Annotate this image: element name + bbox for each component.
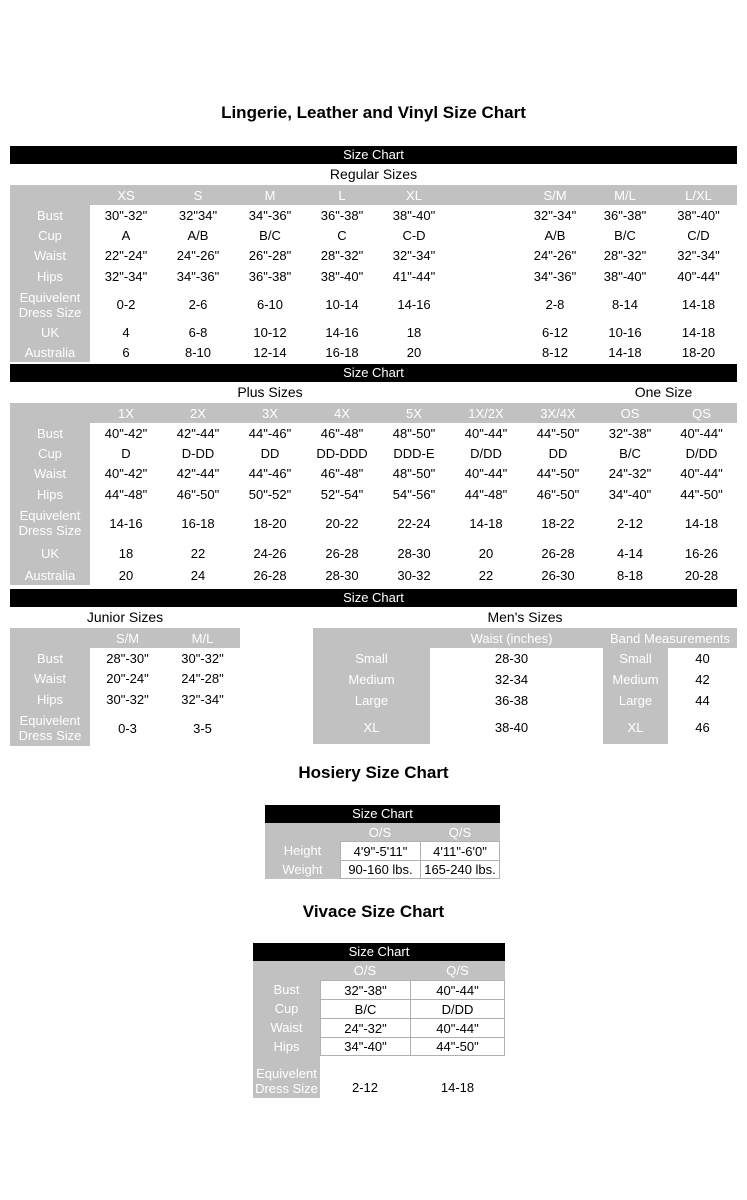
vivace-row-hips xyxy=(253,1037,505,1056)
cell: 38"-40" xyxy=(677,207,720,223)
cell: 90-160 lbs. xyxy=(340,860,420,879)
cell: 22 xyxy=(190,545,206,561)
row-label-waist: Waist xyxy=(253,1018,320,1037)
cell: 0-2 xyxy=(116,297,136,312)
junior-row-waist xyxy=(10,668,240,689)
cell: 20-28 xyxy=(684,567,719,583)
cell: D/DD xyxy=(685,445,718,461)
cell: 18 xyxy=(118,545,134,561)
row-label-dress-size: Equivelent Dress Size xyxy=(253,1056,320,1098)
cell: 42 xyxy=(695,672,710,687)
row-label-bust: Bust xyxy=(10,423,90,443)
cell: 30-32 xyxy=(397,567,431,583)
column-header: M/L xyxy=(614,187,636,203)
size-chart-bar-regular: Size Chart xyxy=(10,146,737,164)
cell: 24"-26" xyxy=(533,248,577,263)
cell: 36-38 xyxy=(494,693,529,708)
mens-tables xyxy=(313,628,737,744)
junior-table xyxy=(10,628,240,746)
vivace-row-waist xyxy=(253,1018,505,1037)
cell: 24"-32" xyxy=(608,466,652,481)
cell: 32"-38" xyxy=(320,980,410,999)
cell: 30"-32" xyxy=(106,692,149,707)
cell: 28-30 xyxy=(494,651,529,666)
cell: 34"-36" xyxy=(176,269,220,284)
mens-row-large xyxy=(313,690,737,711)
hosiery-header-row xyxy=(265,823,500,841)
row-label-hips: Hips xyxy=(253,1037,320,1056)
mens-row-medium xyxy=(313,669,737,690)
cell: 30"-32" xyxy=(104,207,148,223)
header-spacer xyxy=(265,823,340,841)
cell: 14-16 xyxy=(109,515,143,531)
plus-row-hips xyxy=(10,484,737,505)
cell: 22"-24" xyxy=(104,248,148,263)
size-chart-bar-junior-mens: Size Chart xyxy=(10,589,737,607)
cell: 32"-34" xyxy=(533,207,577,223)
cell: 26"-28" xyxy=(248,248,292,263)
cell: 6-10 xyxy=(256,297,284,312)
cell: 20 xyxy=(118,567,134,583)
cell: 4'9"-5'11" xyxy=(340,841,420,860)
row-label-cup: Cup xyxy=(253,999,320,1018)
cell: 32"34" xyxy=(178,207,218,223)
cell: 52"-54" xyxy=(320,487,364,502)
cell: 26-28 xyxy=(325,545,359,561)
section-label-mens: Men's Sizes xyxy=(487,609,563,625)
plus-header-row xyxy=(10,403,737,423)
column-header: L xyxy=(338,187,346,203)
cell: 2-8 xyxy=(545,297,565,312)
cell: 26-28 xyxy=(253,567,287,583)
header-spacer xyxy=(593,628,603,648)
column-header: 1X/2X xyxy=(468,405,504,421)
cell: 16-26 xyxy=(684,545,719,561)
cell: A/B xyxy=(187,227,209,243)
cell: 4 xyxy=(122,324,130,340)
cell: 46"-50" xyxy=(176,487,220,502)
cell: 4-14 xyxy=(616,545,644,561)
cell: 3-5 xyxy=(193,720,212,736)
column-header: S/M xyxy=(543,187,567,203)
regular-header-row xyxy=(10,185,737,205)
plus-row-waist xyxy=(10,463,737,484)
cell: 0-3 xyxy=(118,720,137,736)
cell: 40"-44" xyxy=(464,425,508,441)
cell: A xyxy=(121,227,131,243)
cell: 44"-46" xyxy=(248,466,292,481)
hosiery-row-weight xyxy=(265,860,500,879)
section-label-one-size: One Size xyxy=(634,384,693,400)
row-label-hips: Hips xyxy=(10,484,90,505)
cell: 44 xyxy=(695,693,710,708)
cell: 32-34 xyxy=(494,672,529,687)
cell: 41"-44" xyxy=(392,269,436,284)
cell: A/B xyxy=(544,227,566,243)
junior-row-dress-size xyxy=(10,710,240,746)
cell: 2-12 xyxy=(351,1080,379,1095)
cell: 34"-36" xyxy=(248,207,292,223)
size-chart-bar-hosiery: Size Chart xyxy=(265,805,500,823)
cell: DDD-E xyxy=(393,445,435,461)
row-label-australia: Australia xyxy=(10,342,90,362)
mens-header-row xyxy=(313,628,737,648)
plus-row-cup xyxy=(10,443,737,463)
row-label-xl: XL xyxy=(603,711,668,744)
row-label-small: Small xyxy=(603,648,668,669)
cell: DD xyxy=(548,445,568,461)
row-label-weight: Weight xyxy=(265,860,340,879)
cell: 32"-34" xyxy=(181,692,224,707)
cell: 34"-40" xyxy=(608,487,652,502)
cell: 42"-44" xyxy=(176,466,220,481)
cell: B/C xyxy=(259,227,281,243)
cell: 24-26 xyxy=(253,545,287,561)
section-label-junior: Junior Sizes xyxy=(86,609,164,625)
cell: 20 xyxy=(406,344,422,360)
cell: B/C xyxy=(614,227,636,243)
cell: 20-22 xyxy=(325,515,359,531)
column-header: XS xyxy=(117,187,135,203)
column-header: OS xyxy=(620,405,640,421)
row-label-hips: Hips xyxy=(10,266,90,287)
row-label-small: Small xyxy=(313,648,430,669)
mens-row-small xyxy=(313,648,737,669)
label-spacer xyxy=(10,382,90,403)
cell: 38-40 xyxy=(494,720,529,735)
size-chart-page xyxy=(10,0,737,1098)
cell: 24"-32" xyxy=(320,1018,410,1037)
hosiery-table xyxy=(265,805,500,879)
row-label-uk: UK xyxy=(10,541,90,565)
row-label-large: Large xyxy=(603,690,668,711)
cell: 32"-34" xyxy=(104,269,148,284)
table-gap xyxy=(593,711,603,744)
cell: 14-16 xyxy=(325,324,359,340)
row-label-uk: UK xyxy=(10,322,90,342)
column-header: 3X/4X xyxy=(540,405,576,421)
cell: 10-14 xyxy=(325,297,359,312)
cell: D/DD xyxy=(470,445,502,461)
mens-row-xl xyxy=(313,711,737,744)
cell: 34"-40" xyxy=(320,1037,410,1056)
cell: C-D xyxy=(402,227,426,243)
row-label-medium: Medium xyxy=(313,669,430,690)
row-label-hips: Hips xyxy=(10,689,90,710)
cell: 26-30 xyxy=(541,567,575,583)
junior-header-row xyxy=(10,628,240,648)
cell: 14-16 xyxy=(397,297,431,312)
plus-row-australia xyxy=(10,565,737,585)
column-header: S/M xyxy=(115,630,140,646)
column-header: QS xyxy=(692,405,711,421)
cell: 14-18 xyxy=(684,515,719,531)
cell: 30"-32" xyxy=(181,650,224,666)
cell: 26-28 xyxy=(541,545,575,561)
row-label-waist: Waist xyxy=(10,245,90,266)
cell: 8-10 xyxy=(184,344,212,360)
cell: 4'11"-6'0" xyxy=(420,841,500,860)
cell: 14-18 xyxy=(440,1080,475,1095)
header-spacer xyxy=(253,961,320,980)
cell: 32"-34" xyxy=(677,248,720,263)
hosiery-row-height xyxy=(265,841,500,860)
cell: 18-20 xyxy=(681,344,716,360)
cell: 28-30 xyxy=(397,545,431,561)
column-header: 3X xyxy=(262,405,278,421)
cell: 44"-46" xyxy=(248,425,292,441)
cell: 44"-50" xyxy=(680,487,723,502)
cell: 14-18 xyxy=(608,344,642,360)
row-label-large: Large xyxy=(313,690,430,711)
cell: 24"-28" xyxy=(181,671,224,686)
column-header: M/L xyxy=(191,630,214,646)
cell: 38"-40" xyxy=(320,269,364,284)
column-header: O/S xyxy=(368,824,392,840)
vivace-title: Vivace Size Chart xyxy=(302,902,445,921)
cell: 28-30 xyxy=(325,567,359,583)
column-header: O/S xyxy=(353,963,377,978)
cell: 14-18 xyxy=(681,324,716,340)
column-header: Q/S xyxy=(446,963,469,978)
column-header: 2X xyxy=(190,405,206,421)
cell: 48"-50" xyxy=(392,425,436,441)
size-chart-bar-vivace: Size Chart xyxy=(253,943,505,961)
column-header: 1X xyxy=(118,405,134,421)
cell: D/DD xyxy=(410,999,505,1018)
regular-row-cup xyxy=(10,225,737,245)
cell: 20 xyxy=(478,545,494,561)
vivace-row-cup xyxy=(253,999,505,1018)
row-label-dress-size: Equivelent Dress Size xyxy=(10,287,90,322)
regular-row-hips xyxy=(10,266,737,287)
cell: 12-14 xyxy=(253,344,287,360)
cell: 22-24 xyxy=(397,515,431,531)
plus-one-size-labels xyxy=(10,382,737,403)
cell: 6 xyxy=(122,344,130,360)
cell: DD xyxy=(260,445,280,461)
cell: 2-6 xyxy=(188,297,208,312)
cell: 32"-38" xyxy=(608,425,652,441)
cell: 16-18 xyxy=(325,344,359,360)
label-spacer xyxy=(240,607,313,628)
cell: 40"-44" xyxy=(677,269,720,284)
regular-row-dress-size xyxy=(10,287,737,322)
regular-row-uk xyxy=(10,322,737,342)
regular-row-australia xyxy=(10,342,737,362)
row-label-australia: Australia xyxy=(10,565,90,585)
cell: 40"-44" xyxy=(680,425,723,441)
junior-row-hips xyxy=(10,689,240,710)
cell: 14-18 xyxy=(469,515,503,531)
section-label-plus: Plus Sizes xyxy=(237,384,303,400)
cell: 18 xyxy=(406,324,422,340)
cell: 50"-52" xyxy=(248,487,292,502)
column-header: Q/S xyxy=(448,824,472,840)
junior-mens-tables xyxy=(10,628,737,746)
regular-row-bust xyxy=(10,205,737,225)
cell: 14-18 xyxy=(681,297,716,312)
cell: 46"-48" xyxy=(320,425,364,441)
row-label-dress-size: Equivelent Dress Size xyxy=(10,505,90,541)
row-label-cup: Cup xyxy=(10,225,90,245)
cell: 40 xyxy=(695,651,710,666)
label-spacer xyxy=(450,382,590,403)
junior-row-bust xyxy=(10,648,240,668)
hosiery-title: Hosiery Size Chart xyxy=(298,763,449,782)
table-gap xyxy=(593,669,603,690)
column-header: 5X xyxy=(406,405,422,421)
cell: 44"-50" xyxy=(536,425,580,441)
mens-waist-header: Waist (inches) xyxy=(470,630,553,646)
row-label-bust: Bust xyxy=(253,980,320,999)
junior-mens-labels xyxy=(10,607,737,628)
cell: 40"-44" xyxy=(464,466,508,481)
header-spacer xyxy=(10,403,90,423)
cell: 32"-34" xyxy=(392,248,436,263)
cell: 2-12 xyxy=(616,515,644,531)
cell: 46"-50" xyxy=(536,487,580,502)
cell: 24 xyxy=(190,567,206,583)
cell: 54"-56" xyxy=(392,487,436,502)
vivace-row-bust xyxy=(253,980,505,999)
plus-row-dress-size xyxy=(10,505,737,541)
cell: 18-22 xyxy=(541,515,575,531)
cell: 40"-42" xyxy=(104,466,148,481)
cell: 44"-48" xyxy=(464,487,508,502)
header-spacer xyxy=(10,185,90,205)
cell: 40"-42" xyxy=(104,425,148,441)
header-spacer xyxy=(10,628,90,648)
cell: 40"-44" xyxy=(680,466,723,481)
column-header: 4X xyxy=(334,405,350,421)
vivace-row-dress-size xyxy=(253,1056,505,1098)
column-header: M xyxy=(264,187,276,203)
cell: C/D xyxy=(687,227,710,243)
cell: D xyxy=(121,445,131,461)
cell: 44"-48" xyxy=(104,487,148,502)
row-label-bust: Bust xyxy=(10,205,90,225)
row-label-xl: XL xyxy=(313,711,430,744)
page-title: Lingerie, Leather and Vinyl Size Chart xyxy=(221,103,526,122)
cell: 40"-44" xyxy=(410,980,505,999)
vivace-header-row xyxy=(253,961,505,980)
row-label-height: Height xyxy=(265,841,340,860)
cell: 44"-50" xyxy=(536,466,580,481)
row-label-cup: Cup xyxy=(10,443,90,463)
regular-row-waist xyxy=(10,245,737,266)
cell: 36"-38" xyxy=(603,207,647,223)
size-chart-bar-plus: Size Chart xyxy=(10,364,737,382)
vivace-table xyxy=(253,943,505,1098)
plus-row-bust xyxy=(10,423,737,443)
row-label-waist: Waist xyxy=(10,463,90,484)
row-label-waist: Waist xyxy=(10,668,90,689)
cell: 24"-26" xyxy=(176,248,220,263)
cell: 38"-40" xyxy=(392,207,436,223)
plus-row-uk xyxy=(10,541,737,565)
cell: 36"-38" xyxy=(248,269,292,284)
column-header: XL xyxy=(406,187,422,203)
cell: 8-12 xyxy=(541,344,569,360)
cell: B/C xyxy=(619,445,641,461)
cell: 44"-50" xyxy=(410,1037,505,1056)
column-header: L/XL xyxy=(685,187,712,203)
cell: 165-240 lbs. xyxy=(420,860,500,879)
cell: 6-12 xyxy=(541,324,569,340)
table-gap xyxy=(593,648,603,669)
cell: D-DD xyxy=(181,445,215,461)
cell: B/C xyxy=(320,999,410,1018)
cell: 28"-30" xyxy=(106,650,149,666)
cell: 42"-44" xyxy=(176,425,220,441)
cell: 48"-50" xyxy=(392,466,436,481)
cell: 16-18 xyxy=(181,515,215,531)
cell: 20"-24" xyxy=(106,671,149,686)
cell: 28"-32" xyxy=(320,248,364,263)
cell: 40"-44" xyxy=(410,1018,505,1037)
cell: 22 xyxy=(478,567,494,583)
cell: 8-18 xyxy=(616,567,644,583)
cell: 18-20 xyxy=(253,515,287,531)
mens-band-header: Band Measurements xyxy=(610,630,730,646)
cell: 36"-38" xyxy=(320,207,364,223)
section-label-regular: Regular Sizes xyxy=(329,166,418,182)
row-label-medium: Medium xyxy=(603,669,668,690)
row-label-bust: Bust xyxy=(10,648,90,668)
cell: 34"-36" xyxy=(533,269,577,284)
cell: 38"-40" xyxy=(603,269,647,284)
cell: 6-8 xyxy=(188,324,208,340)
cell: 8-14 xyxy=(611,297,639,312)
cell: DD-DDD xyxy=(316,445,368,461)
cell: 10-16 xyxy=(608,324,642,340)
cell: C xyxy=(337,227,347,243)
cell: 46"-48" xyxy=(320,466,364,481)
table-gap xyxy=(593,690,603,711)
cell: 46 xyxy=(695,720,710,735)
cell: 10-12 xyxy=(253,324,287,340)
header-spacer xyxy=(313,628,430,648)
cell: 28"-32" xyxy=(603,248,647,263)
column-header: S xyxy=(193,187,203,203)
row-label-dress-size: Equivelent Dress Size xyxy=(10,710,90,746)
